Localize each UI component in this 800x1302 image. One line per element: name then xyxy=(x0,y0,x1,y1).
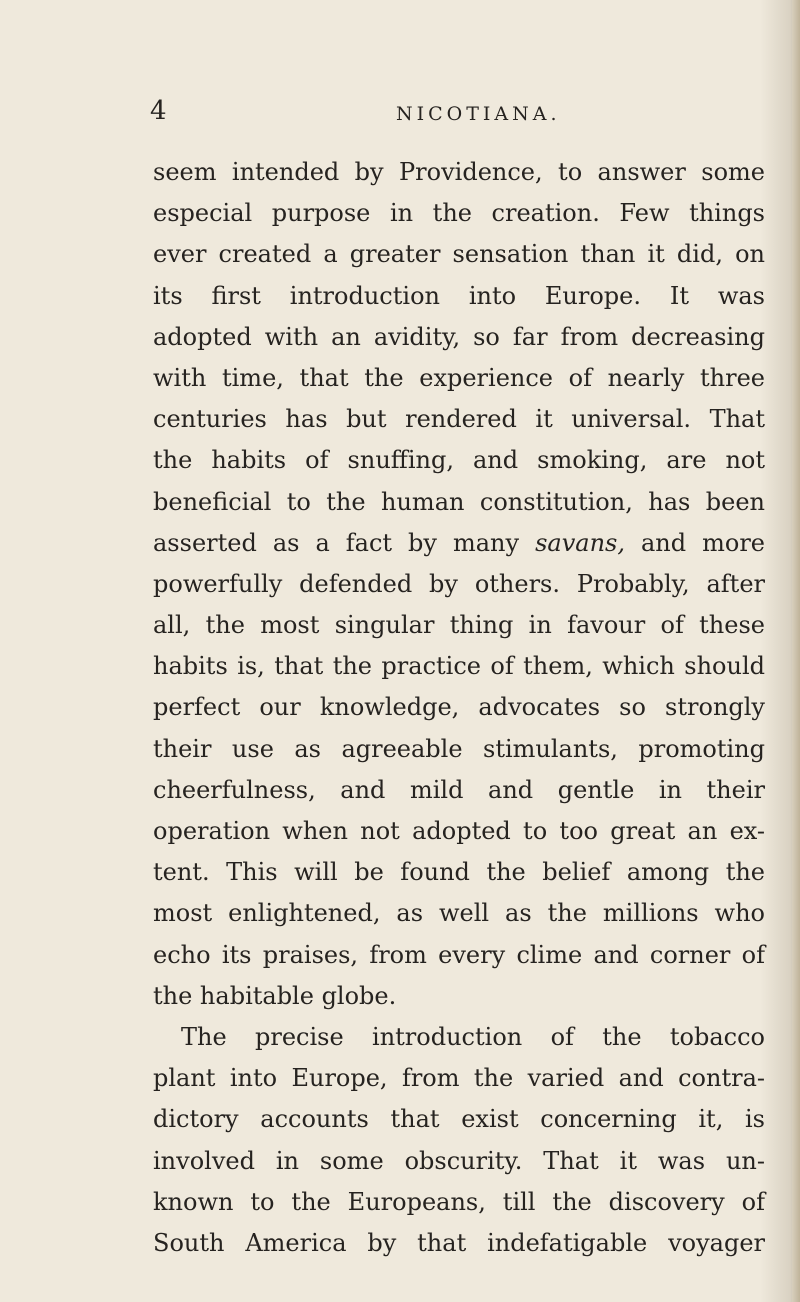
text-line: all, the most singular thing in favour of these xyxy=(153,611,765,640)
text-line: adopted with an avidity, so far from decreasing xyxy=(153,322,765,351)
text-line: cheerfulness, and mild and gentle in their xyxy=(153,775,765,804)
text-line: their use as agreeable stimulants, promoting xyxy=(153,734,765,763)
text-line: its first introduction into Europe. It was xyxy=(153,281,765,310)
text-line: seem intended by Providence, to answer some xyxy=(153,158,765,186)
text-line: dictory accounts that exist concerning it, is xyxy=(153,1105,765,1134)
running-head: NICOTIANA. xyxy=(396,103,561,125)
text-line: ever created a greater sensation than it did, on xyxy=(153,240,765,269)
page-edge-shadow xyxy=(792,0,800,1302)
text-line: centuries has but rendered it universal. That xyxy=(153,405,765,434)
italic-word: savans, xyxy=(535,528,625,557)
page-number: 4 xyxy=(150,96,167,126)
text-line: operation when not adopted to too great an ex- xyxy=(153,817,765,845)
text-line: South America by that indefatigable voyager xyxy=(153,1228,765,1257)
text-line: powerfully defended by others. Probably, after xyxy=(153,569,765,598)
text-line: habits is, that the practice of them, which should xyxy=(153,652,765,681)
text-line: most enlightened, as well as the millions who xyxy=(153,899,765,928)
text-line: plant into Europe, from the varied and contra- xyxy=(153,1064,765,1093)
text-segment: asserted as a fact by many xyxy=(153,528,520,557)
paragraph-start-line: The precise introduction of the tobacco xyxy=(181,1022,765,1051)
text-line: involved in some obscurity. That it was un- xyxy=(153,1146,765,1175)
text-segment: and more xyxy=(641,528,766,557)
text-line: with time, that the experience of nearly three xyxy=(153,363,765,392)
text-line: beneficial to the human constitution, has been xyxy=(153,487,765,516)
text-line: perfect our knowledge, advocates so strongly xyxy=(153,693,765,722)
text-line: the habits of snuffing, and smoking, are not xyxy=(153,446,765,475)
text-line-with-italic xyxy=(153,523,765,564)
text-line: especial purpose in the creation. Few things xyxy=(153,199,765,228)
text-line: tent. This will be found the belief among the xyxy=(153,858,765,887)
body-text xyxy=(153,152,765,1264)
text-line: the habitable globe. xyxy=(153,981,397,1010)
text-line: echo its praises, from every clime and corner of xyxy=(153,940,765,969)
text-line: known to the Europeans, till the discovery of xyxy=(153,1187,765,1216)
